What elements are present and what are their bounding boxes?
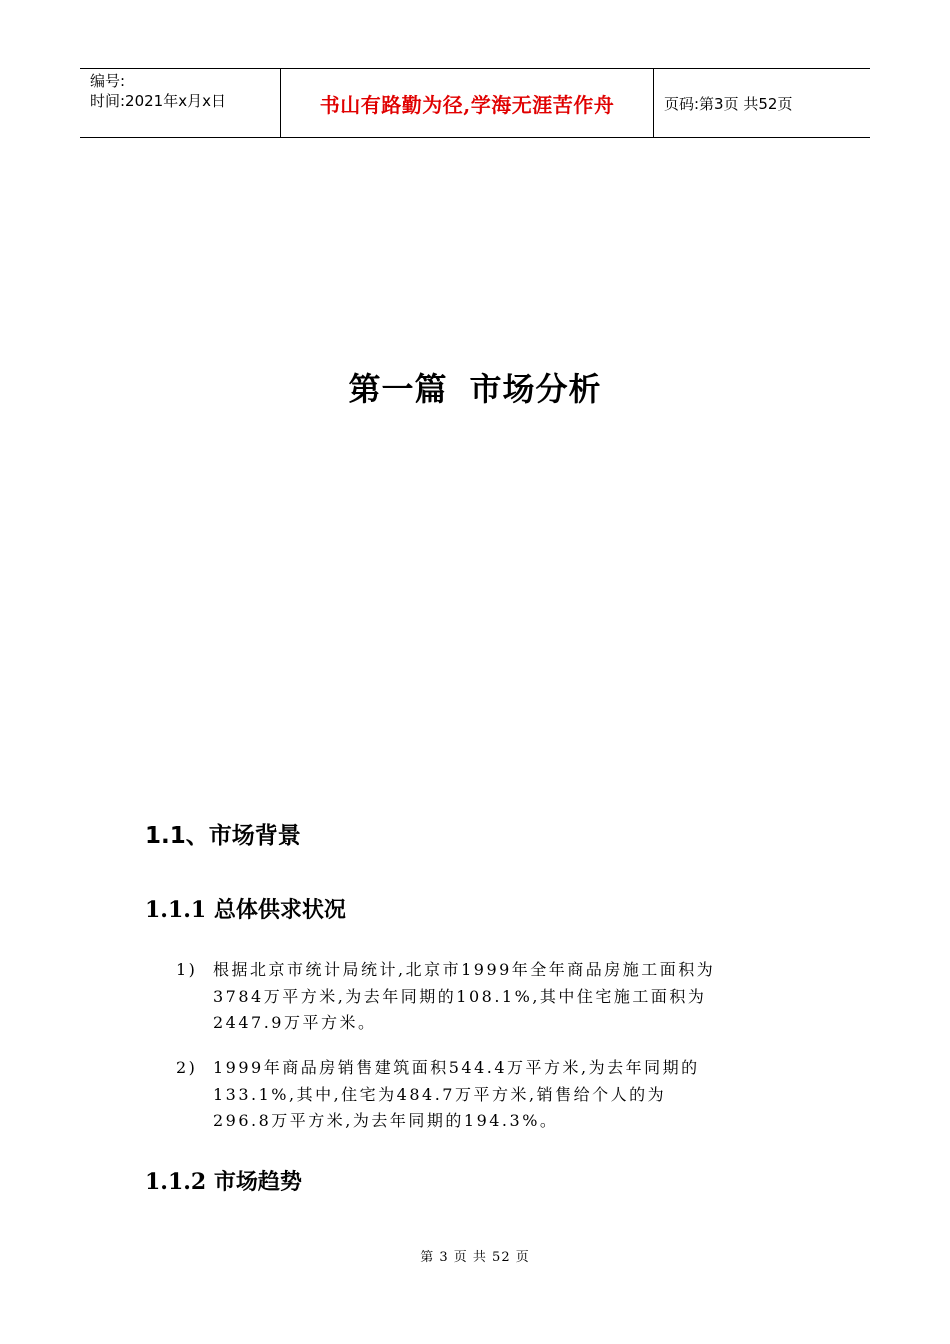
section-heading: 1.1、市场背景 <box>145 823 301 849</box>
page-header <box>80 68 870 138</box>
paragraph-line: 2447.9万平方米。 <box>213 1013 377 1032</box>
subsection-heading-market-trend: 1.1.2 市场趋势 <box>145 1169 302 1195</box>
header-motto: 书山有路勤为径,学海无涯苦作舟 <box>281 69 654 137</box>
paragraph-line: 1) 根据北京市统计局统计,北京市1999年全年商品房施工面积为 <box>176 957 808 984</box>
subsection-heading-supply-demand: 1.1.1 总体供求状况 <box>145 897 346 923</box>
document-time-label: 时间:2021年x月x日 <box>90 92 226 110</box>
page-footer: 第 3 页 共 52 页 <box>420 1250 530 1265</box>
paragraph-line: 2) 1999年商品房销售建筑面积544.4万平方米,为去年同期的 <box>176 1055 808 1082</box>
part-title-name: 市场分析 <box>469 370 602 408</box>
header-page-info: 页码:第3页 共52页 <box>664 94 793 113</box>
paragraph-marker: 1) <box>176 960 198 979</box>
part-title-prefix: 第一篇 <box>348 370 448 408</box>
paragraph-line: 133.1%,其中,住宅为484.7万平方米,销售给个人的为 <box>213 1084 667 1104</box>
paragraph-2 <box>176 1055 808 1135</box>
paragraph-marker: 2) <box>176 1058 198 1077</box>
paragraph-1 <box>176 957 808 1037</box>
header-meta <box>80 69 281 137</box>
paragraph-line: 3784万平方米,为去年同期的108.1%,其中住宅施工面积为 <box>213 986 707 1006</box>
part-title <box>0 364 950 410</box>
paragraph-line: 296.8万平方米,为去年同期的194.3%。 <box>213 1111 559 1130</box>
document-number-label: 编号: <box>90 72 126 90</box>
